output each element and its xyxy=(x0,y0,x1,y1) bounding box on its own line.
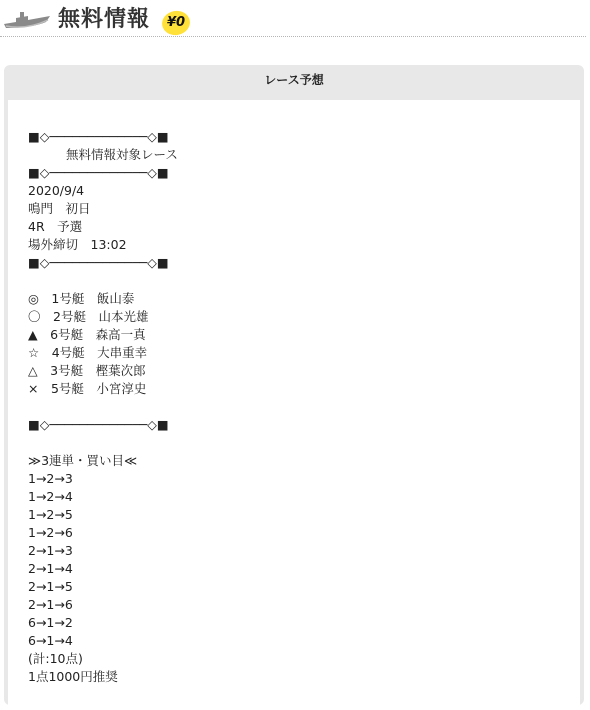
free-badge-label: ¥0 xyxy=(166,15,186,30)
bet-total: (計:10点) xyxy=(28,651,83,666)
free-badge xyxy=(162,11,190,35)
pick-item: ▲ 6号艇 森高一真 xyxy=(28,327,146,342)
divider-line: ■◇─────────────◇■ xyxy=(28,417,169,432)
bet-combination: 2→1→5 xyxy=(28,579,73,594)
boat-icon xyxy=(2,6,54,32)
bet-combination: 1→2→5 xyxy=(28,507,73,522)
divider-line: ■◇─────────────◇■ xyxy=(28,129,169,144)
panel-title: レース予想 xyxy=(264,73,324,87)
pick-item: ☆ 4号艇 大串重幸 xyxy=(28,345,148,360)
race-date: 2020/9/4 xyxy=(28,183,85,198)
race-venue: 鳴門 初日 xyxy=(28,201,91,216)
divider-line: ■◇─────────────◇■ xyxy=(28,165,169,180)
page-title: 無料情報 xyxy=(58,7,151,32)
page-header xyxy=(0,0,590,40)
pick-item: △ 3号艇 樫葉次郎 xyxy=(28,363,146,378)
race-prediction-panel xyxy=(4,65,584,705)
bet-combination: 2→1→6 xyxy=(28,597,73,612)
pick-item: ◎ 1号艇 飯山泰 xyxy=(28,291,135,306)
bet-combination: 2→1→3 xyxy=(28,543,73,558)
bet-combination: 1→2→6 xyxy=(28,525,73,540)
bet-recommendation: 1点1000円推奨 xyxy=(28,669,118,684)
race-number: 4R 予選 xyxy=(28,219,83,234)
pick-item: 〇 2号艇 山本光雄 xyxy=(28,309,149,324)
bet-header: ≫3連単・買い目≪ xyxy=(28,453,138,468)
bet-combination: 1→2→4 xyxy=(28,489,73,504)
bet-combination: 1→2→3 xyxy=(28,471,73,486)
bet-combination: 2→1→4 xyxy=(28,561,73,576)
bet-combination: 6→1→2 xyxy=(28,615,73,630)
bet-combination: 6→1→4 xyxy=(28,633,73,648)
race-deadline: 場外締切 13:02 xyxy=(28,237,127,252)
header-divider xyxy=(0,36,586,37)
target-race-label: 無料情報対象レース xyxy=(66,147,178,162)
divider-line: ■◇─────────────◇■ xyxy=(28,255,169,270)
pick-item: × 5号艇 小宮淳史 xyxy=(28,381,147,396)
panel-body xyxy=(8,100,580,710)
